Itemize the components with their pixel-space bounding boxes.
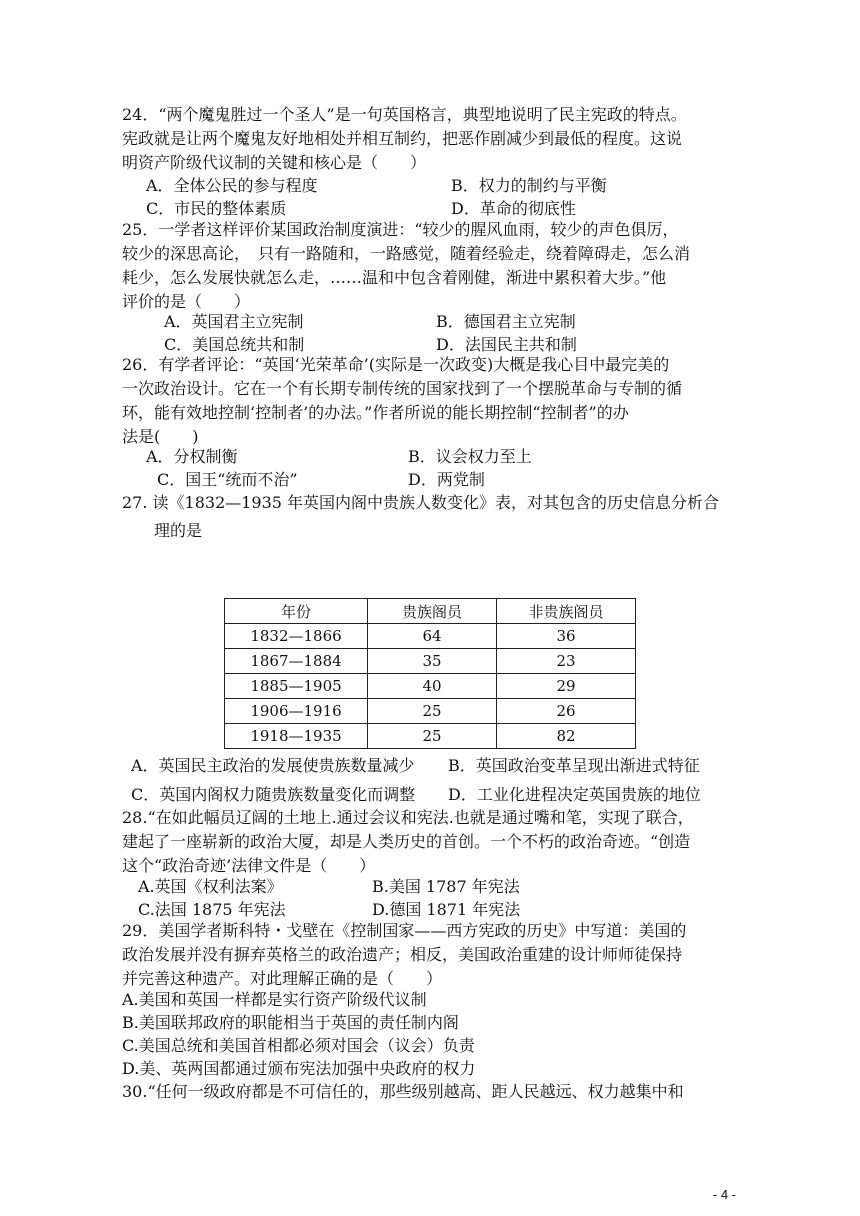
q26-option-d: D．两党制: [408, 470, 485, 489]
table-cell: 23: [497, 649, 636, 674]
table-cell: 35: [368, 649, 497, 674]
q29-option-b: B.美国联邦政府的职能相当于英国的责任制内阁: [122, 1013, 459, 1032]
q28-stem-line-2: 建起了一座崭新的政治大厦，却是人类历史的首创。一个不朽的政治奇迹。“创造: [122, 832, 691, 851]
q26-stem-line-1: 26．有学者评论：“英国‘光荣革命’(实际是一次政变)大概是我心目中最完美的: [122, 355, 670, 374]
q25-option-c: C．美国总统共和制: [164, 335, 305, 354]
q24-option-c: C．市民的整体素质: [146, 199, 287, 218]
table-row: [225, 699, 636, 724]
table-cell: 82: [497, 724, 636, 749]
q27-option-d: D．工业化进程决定英国贵族的地位: [448, 785, 701, 804]
table-cell: 25: [368, 724, 497, 749]
table-cell: 36: [497, 624, 636, 649]
table-cell: 1867—1884: [225, 649, 368, 674]
q28-option-d: D.德国 1871 年宪法: [372, 900, 521, 919]
table-row: [225, 674, 636, 699]
q29-stem-line-2: 政治发展并没有摒弃英格兰的政治遗产；相反，美国政治重建的设计师师徒保持: [122, 945, 683, 964]
q24-stem-line-2: 宪政就是让两个魔鬼友好地相处并相互制约，把恶作剧减少到最低的程度。这说: [122, 129, 683, 148]
table-header-row: [225, 599, 636, 624]
table-cell: 1918—1935: [225, 724, 368, 749]
q27-stem-line-2: 理的是: [154, 521, 203, 540]
q28-stem-line-1: 28.“在如此幅员辽阔的土地上.通过会议和宪法.也就是通过嘴和笔，实现了联合，: [122, 808, 694, 827]
table-row: [225, 624, 636, 649]
q25-option-a: A．英国君主立宪制: [164, 312, 304, 331]
table-cell: 1885—1905: [225, 674, 368, 699]
q24-stem-line-1: 24．“两个魔鬼胜过一个圣人”是一句英国格言，典型地说明了民主宪政的特点。: [122, 105, 687, 124]
table-cell: 1906—1916: [225, 699, 368, 724]
q27-option-c: C．英国内阁权力随贵族数量变化而调整: [131, 785, 416, 804]
q26-stem-line-4: 法是( ): [122, 427, 199, 446]
table-cell: 26: [497, 699, 636, 724]
table-cell: 40: [368, 674, 497, 699]
table-row: [225, 724, 636, 749]
q29-option-a: A.美国和英国一样都是实行资产阶级代议制: [122, 990, 427, 1009]
page-number: - 4 -: [712, 1187, 736, 1202]
table-cell: 29: [497, 674, 636, 699]
q28-stem-line-3: 这个“政治奇迹’法律文件是（ ）: [122, 856, 376, 875]
q27-option-b: B．英国政治变革呈现出渐进式特征: [448, 756, 700, 775]
q27-option-a: A．英国民主政治的发展使贵族数量减少: [131, 756, 415, 775]
q29-stem-line-1: 29．美国学者斯科特・戈壁在《控制国家——西方宪政的历史》中写道：美国的: [122, 921, 687, 940]
q30-stem-line-1: 30.“任何一级政府都是不可信任的，那些级别越高、距人民越远、权力越集中和: [122, 1082, 684, 1101]
q29-stem-line-3: 并完善这种遗产。对此理解正确的是（ ）: [122, 969, 443, 988]
table-row: [225, 649, 636, 674]
table-header-cell: 非贵族阁员: [497, 599, 636, 624]
q24-option-b: B．权力的制约与平衡: [451, 176, 607, 195]
q28-option-a: A.英国《权利法案》: [138, 877, 283, 896]
q29-option-c: C.美国总统和美国首相都必须对国会（议会）负责: [122, 1036, 475, 1055]
table-cell: 25: [368, 699, 497, 724]
q28-option-b: B.美国 1787 年宪法: [372, 877, 520, 896]
q24-option-d: D．革命的彻底性: [451, 199, 576, 218]
table-header-cell: 贵族阁员: [368, 599, 497, 624]
q25-stem-line-3: 耗少，怎么发展快就怎么走，……温和中包含着刚健，渐进中累积着大步。”他: [122, 268, 667, 287]
q24-option-a: A．全体公民的参与程度: [146, 176, 318, 195]
q26-option-a: A．分权制衡: [146, 447, 238, 466]
q26-option-c: C．国王“统而不治”: [157, 470, 298, 489]
q25-stem-line-2: 较少的深思高论， 只有一路随和，一路感觉，随着经验走，绕着障碍走，怎么消: [122, 244, 691, 263]
q25-stem-line-4: 评价的是（ ）: [122, 292, 251, 311]
q25-option-d: D．法国民主共和制: [436, 335, 577, 354]
table-header-cell: 年份: [225, 599, 368, 624]
q26-stem-line-3: 环，能有效地控制‘控制者’的办法。”作者所说的能长期控制“控制者”的办: [122, 403, 629, 422]
cabinet-table: [224, 598, 636, 749]
q28-option-c: C.法国 1875 年宪法: [138, 900, 286, 919]
q26-stem-line-2: 一次政治设计。它在一个有长期专制传统的国家找到了一个摆脱革命与专制的循: [122, 379, 683, 398]
table-cell: 64: [368, 624, 497, 649]
table-cell: 1832—1866: [225, 624, 368, 649]
q24-stem-line-3: 明资产阶级代议制的关键和核心是（ ）: [122, 153, 427, 172]
q25-stem-line-1: 25．一学者这样评价某国政治制度演进：“较少的腥风血雨，较少的声色俱厉，: [122, 220, 679, 239]
q29-option-d: D.美、英两国都通过颁布宪法加强中央政府的权力: [122, 1059, 476, 1078]
q25-option-b: B．德国君主立宪制: [436, 312, 576, 331]
q26-option-b: B．议会权力至上: [408, 447, 532, 466]
q27-stem-line-1: 27. 读《1832—1935 年英国内阁中贵族人数变化》表，对其包含的历史信息分析合: [122, 493, 720, 512]
